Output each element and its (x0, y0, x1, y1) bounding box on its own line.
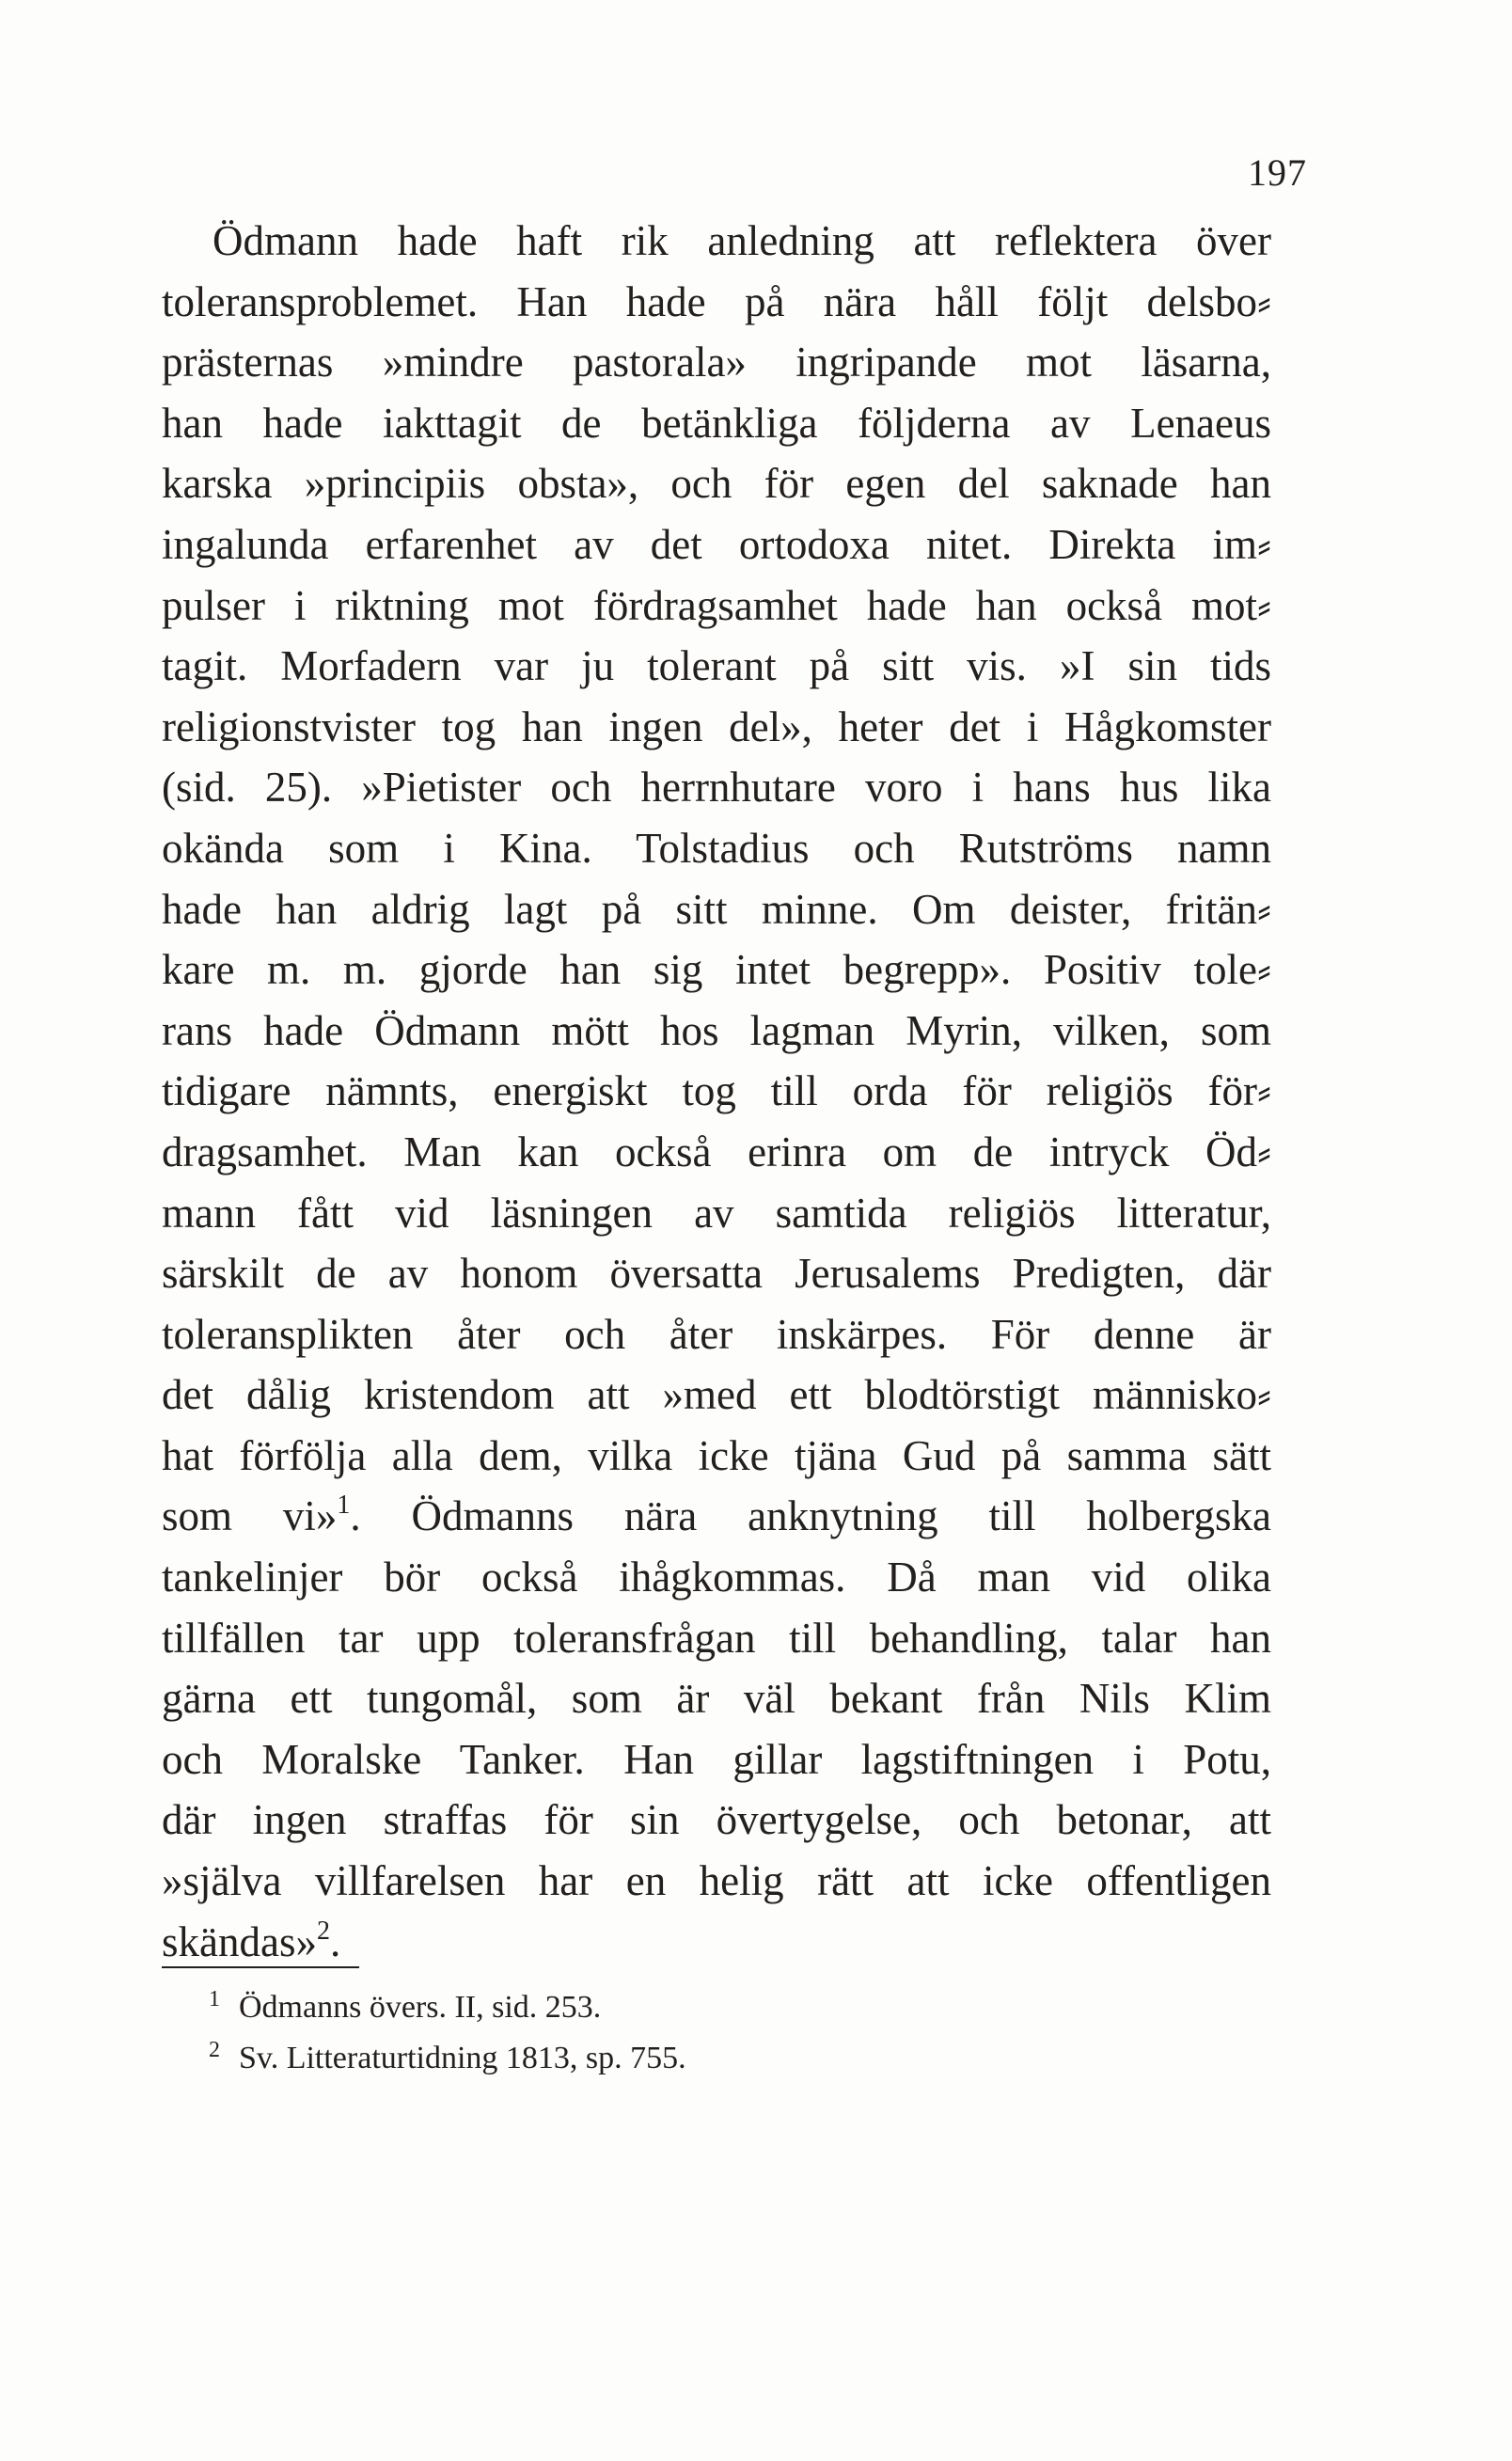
text-line: gärna ett tungomål, som är väl bekant från Nils Klim (162, 1675, 1271, 1723)
text-line: religionstvister tog han ingen del», heter det i Hågkomster (162, 702, 1271, 750)
footnote-reference: 1 (337, 1491, 351, 1521)
text-segment: skändas» (162, 1917, 317, 1965)
text-line: mann fått vid läsningen av samtida religiös litteratur, (162, 1189, 1271, 1237)
text-line: okända som i Kina. Tolstadius och Rutströms namn (162, 824, 1271, 872)
text-line: (sid. 25). »Pietister och herrnhutare voro i hans hus lika (162, 764, 1271, 812)
body-text (162, 211, 1271, 1972)
text-line: hat förfölja alla dem, vilka icke tjäna Gud på samma sätt (162, 1431, 1271, 1479)
text-line: rans hade Ödmann mött hos lagman Myrin, vilken, som (162, 1006, 1271, 1054)
text-line: tillfällen tar upp toleransfrågan till behandling, talar han (162, 1614, 1271, 1662)
text-segment: . (329, 1917, 341, 1965)
text-segment: . Ödmanns nära anknytning till holbergska (350, 1492, 1271, 1540)
text-line: Ödmann hade haft rik anledning att reflektera över (213, 217, 1271, 264)
text-line: tagit. Morfadern var ju tolerant på sitt vis. »I sin tids (162, 642, 1271, 690)
text-line: toleransproblemet. Han hade på nära håll följt delsbo⸗ (162, 277, 1271, 325)
footnote: 2 Sv. Litteraturtidning 1813, sp. 755. (209, 2038, 686, 2075)
text-line: pulser i riktning mot fördragsamhet hade han också mot⸗ (162, 581, 1271, 629)
text-line: särskilt de av honom översatta Jerusalems Predigten, där (162, 1250, 1271, 1298)
text-line (162, 1486, 1271, 1547)
text-line: och Moralske Tanker. Han gillar lagstiftningen i Potu, (162, 1735, 1271, 1783)
footnote-reference: 2 (316, 1916, 330, 1946)
text-line: det dålig kristendom att »med ett blodtörstigt människo⸗ (162, 1371, 1271, 1419)
text-line: han hade iakttagit de betänkliga följderna av Lenaeus (162, 399, 1271, 447)
footnote-text: Ödmanns övers. II, sid. 253. (239, 1990, 602, 2025)
footnote: 1 Ödmanns övers. II, sid. 253. (209, 1987, 602, 2025)
text-line: prästernas »mindre pastorala» ingripande mot läsarna, (162, 339, 1271, 387)
text-line: karska »principiis obsta», och för egen del saknade han (162, 460, 1271, 508)
footnotes (209, 1982, 686, 2084)
text-segment: som vi» (162, 1492, 338, 1540)
text-line: hade han aldrig lagt på sitt minne. Om deister, fritän⸗ (162, 885, 1271, 933)
footnote-text: Sv. Litteraturtidning 1813, sp. 755. (239, 2041, 686, 2075)
text-line: dragsamhet. Man kan också erinra om de intryck Öd⸗ (162, 1128, 1271, 1175)
text-line: toleransplikten åter och åter inskärpes. För denne är (162, 1310, 1271, 1358)
text-line: ingalunda erfarenhet av det ortodoxa nitet. Direkta im⸗ (162, 520, 1271, 568)
footnote-divider (162, 1966, 359, 1968)
page-number: 197 (1248, 151, 1307, 194)
text-line: kare m. m. gjorde han sig intet begrepp». Positiv tole⸗ (162, 946, 1271, 994)
text-line: tidigare nämnts, energiskt tog till orda för religiös för⸗ (162, 1067, 1271, 1115)
text-line: »själva villfarelsen har en helig rätt att icke offentligen (162, 1857, 1271, 1905)
text-line: där ingen straffas för sin övertygelse, och betonar, att (162, 1796, 1271, 1844)
text-line: tankelinjer bör också ihågkommas. Då man vid olika (162, 1554, 1271, 1601)
text-line (162, 1912, 1271, 1973)
